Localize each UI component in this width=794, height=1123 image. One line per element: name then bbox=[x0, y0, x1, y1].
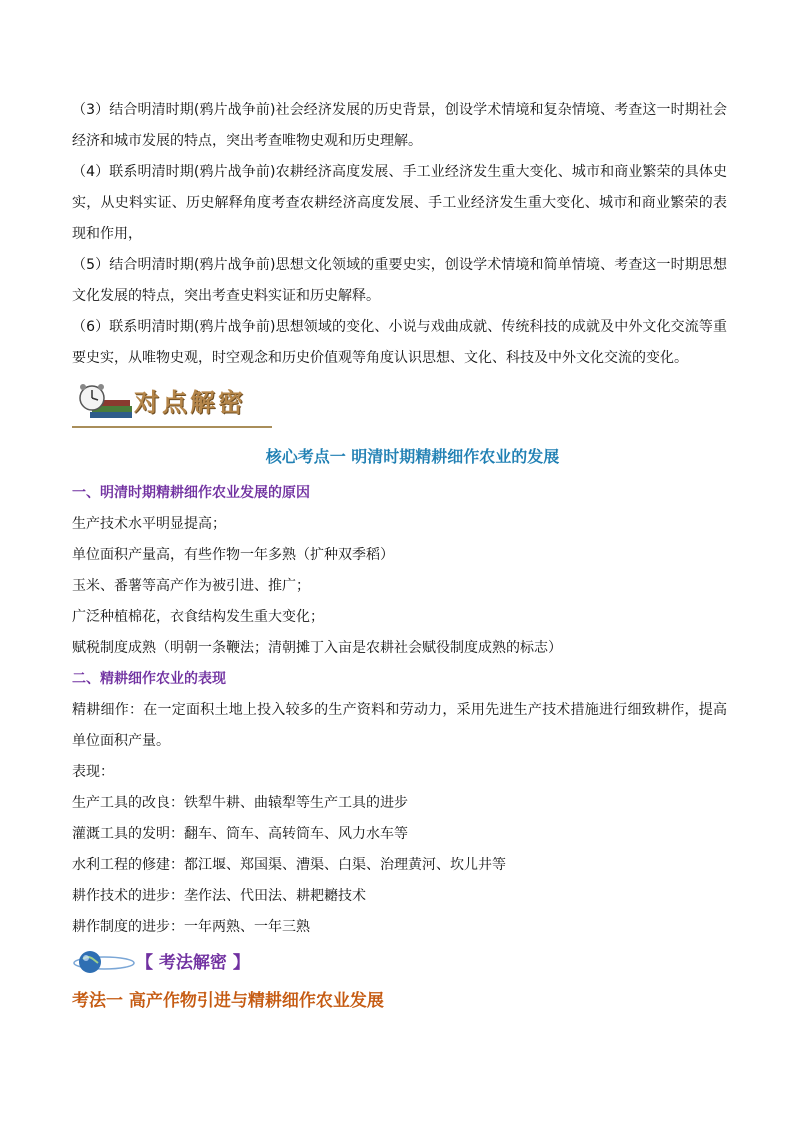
list-item: 生产技术水平明显提高； bbox=[72, 516, 226, 532]
list-item: 生产工具的改良：铁犁牛耕、曲辕犁等生产工具的进步 bbox=[72, 795, 408, 811]
banner-title: 对点解密 bbox=[134, 388, 247, 417]
intro-paragraph: （4）联系明清时期(鸦片战争前)农耕经济高度发展、手工业经济发生重大变化、城市和商业繁荣的具体史实，从史料实证、历史解释角度考查农耕经济高度发展、手工业经济发生重大变化、城市和商业繁荣的表现和作用， bbox=[72, 164, 727, 242]
list-item: 玉米、番薯等高产作为被引进、推广； bbox=[72, 578, 310, 594]
list-item: 耕作技术的进步：垄作法、代田法、耕耙耱技术 bbox=[72, 888, 366, 904]
intro-paragraph: （6）联系明清时期(鸦片战争前)思想领域的变化、小说与戏曲成就、传统科技的成就及中外文化交流等重要史实，从唯物史观，时空观念和历史价值观等角度认识思想、文化、科技及中外文化交流的变化。 bbox=[72, 319, 727, 366]
intro-paragraph: （5）结合明清时期(鸦片战争前)思想文化领域的重要史实，创设学术情境和简单情境、考查这一时期思想文化发展的特点，突出考查史料实证和历史解释。 bbox=[72, 257, 727, 304]
list-item: 广泛种植棉花，衣食结构发生重大变化； bbox=[72, 609, 324, 625]
method-title: 考法一 高产作物引进与精耕细作农业发展 bbox=[72, 991, 384, 1011]
method-banner bbox=[72, 945, 727, 979]
core-topic-title: 核心考点一 明清时期精耕细作农业的发展 bbox=[265, 447, 560, 466]
method-banner-label: 【 考法解密 】 bbox=[136, 953, 250, 973]
list-item: 赋税制度成熟（明朝一条鞭法；清朝摊丁入亩是农耕社会赋役制度成熟的标志） bbox=[72, 640, 562, 656]
globe-icon bbox=[72, 947, 136, 977]
section-heading: 一、明清时期精耕细作农业发展的原因 bbox=[72, 485, 310, 501]
section-heading: 二、精耕细作农业的表现 bbox=[72, 671, 226, 687]
definition-text: 精耕细作：在一定面积土地上投入较多的生产资料和劳动力，采用先进生产技术措施进行细致耕作，提高单位面积产量。 bbox=[72, 702, 727, 749]
list-item: 表现： bbox=[72, 764, 114, 780]
section-banner bbox=[72, 380, 272, 428]
list-item: 单位面积产量高，有些作物一年多熟（扩种双季稻） bbox=[72, 547, 394, 563]
list-item: 耕作制度的进步：一年两熟、一年三熟 bbox=[72, 919, 310, 935]
books-clock-icon bbox=[78, 382, 134, 422]
document-page bbox=[72, 95, 727, 1015]
intro-paragraph: （3）结合明清时期(鸦片战争前)社会经济发展的历史背景，创设学术情境和复杂情境、考查这一时期社会经济和城市发展的特点，突出考查唯物史观和历史理解。 bbox=[72, 102, 727, 149]
list-item: 灌溉工具的发明：翻车、筒车、高转筒车、风力水车等 bbox=[72, 826, 408, 842]
list-item: 水利工程的修建：都江堰、郑国渠、漕渠、白渠、治理黄河、坎儿井等 bbox=[72, 857, 506, 873]
